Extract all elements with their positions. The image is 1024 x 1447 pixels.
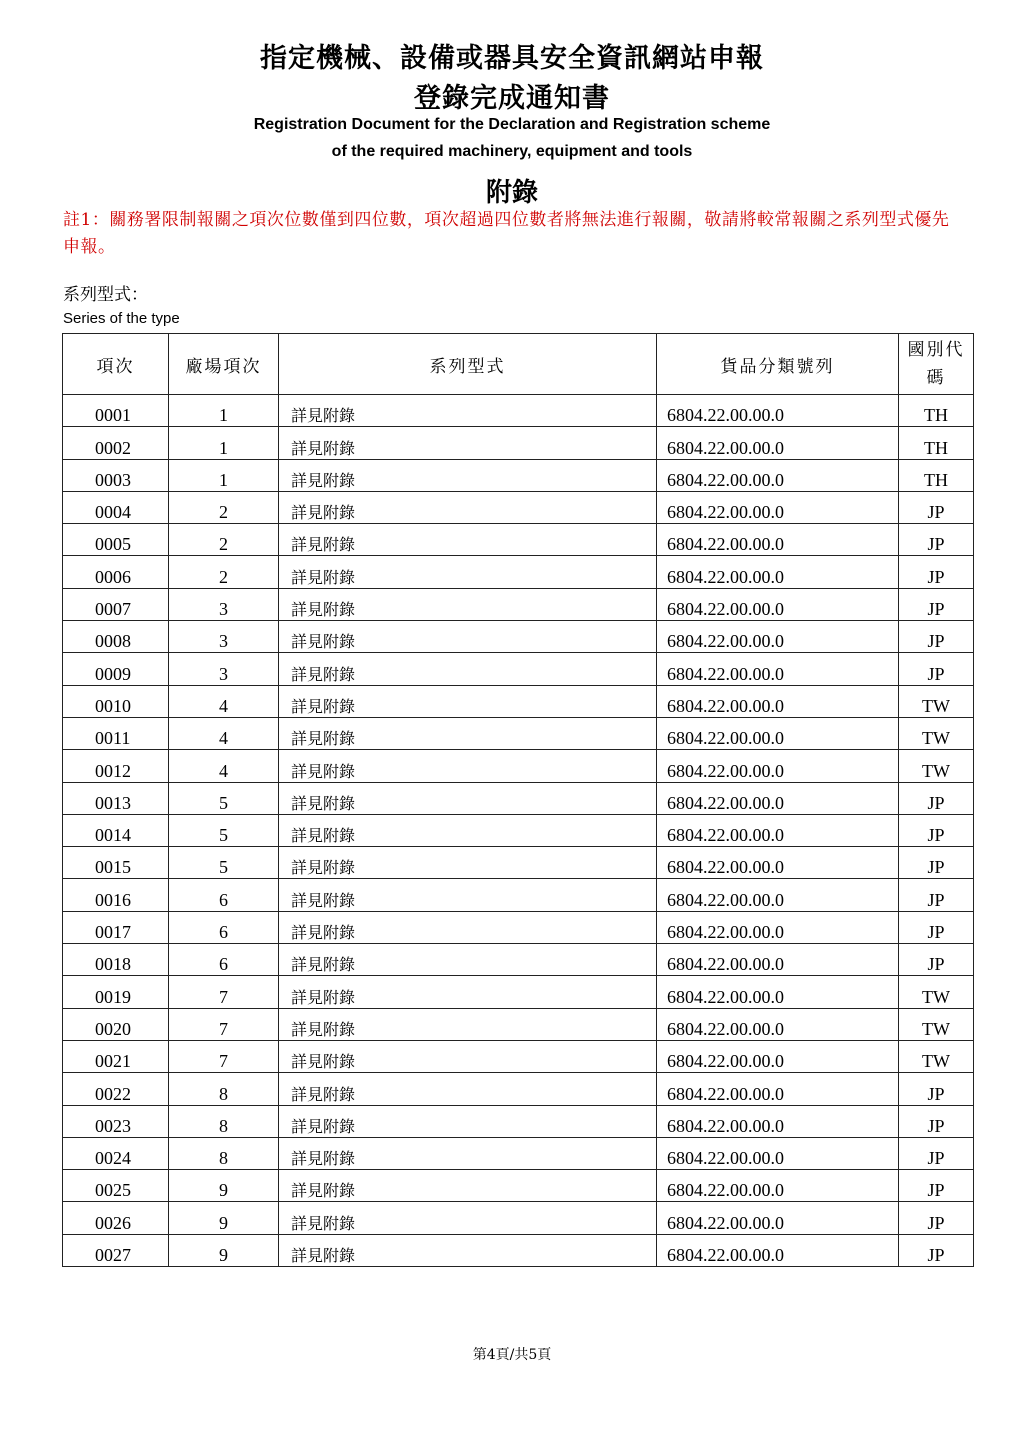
series-type-cell: 詳見附錄 xyxy=(279,1040,657,1072)
factory-item-cell: 5 xyxy=(169,782,279,814)
country-code-cell: JP xyxy=(899,1202,974,1234)
table-row xyxy=(63,750,974,782)
factory-item-cell: 6 xyxy=(169,911,279,943)
table-row xyxy=(63,944,974,976)
series-type-cell: 詳見附錄 xyxy=(279,879,657,911)
factory-item-cell: 7 xyxy=(169,1040,279,1072)
factory-item-cell: 5 xyxy=(169,814,279,846)
country-code-cell: TW xyxy=(899,976,974,1008)
country-code-cell: TW xyxy=(899,1040,974,1072)
tariff-code-cell: 6804.22.00.00.0 xyxy=(657,1073,899,1105)
factory-item-cell: 2 xyxy=(169,556,279,588)
factory-item-cell: 6 xyxy=(169,944,279,976)
factory-item-cell: 8 xyxy=(169,1105,279,1137)
factory-item-cell: 4 xyxy=(169,685,279,717)
factory-item-cell: 5 xyxy=(169,847,279,879)
item-no-cell: 0026 xyxy=(63,1202,169,1234)
series-type-cell: 詳見附錄 xyxy=(279,1137,657,1169)
country-code-cell: TW xyxy=(899,717,974,749)
table-row xyxy=(63,847,974,879)
factory-item-cell: 9 xyxy=(169,1234,279,1266)
factory-item-cell: 2 xyxy=(169,524,279,556)
tariff-code-cell: 6804.22.00.00.0 xyxy=(657,814,899,846)
table-header-row xyxy=(63,334,974,395)
series-type-cell: 詳見附錄 xyxy=(279,1202,657,1234)
tariff-code-cell: 6804.22.00.00.0 xyxy=(657,782,899,814)
table-row xyxy=(63,814,974,846)
country-code-cell: JP xyxy=(899,653,974,685)
item-no-cell: 0024 xyxy=(63,1137,169,1169)
item-no-cell: 0018 xyxy=(63,944,169,976)
table-row xyxy=(63,976,974,1008)
table-row xyxy=(63,1170,974,1202)
series-type-cell: 詳見附錄 xyxy=(279,395,657,427)
tariff-code-cell: 6804.22.00.00.0 xyxy=(657,621,899,653)
factory-item-cell: 2 xyxy=(169,491,279,523)
series-type-cell: 詳見附錄 xyxy=(279,944,657,976)
factory-item-cell: 1 xyxy=(169,459,279,491)
item-no-cell: 0015 xyxy=(63,847,169,879)
country-code-cell: JP xyxy=(899,1234,974,1266)
item-no-cell: 0025 xyxy=(63,1170,169,1202)
tariff-code-cell: 6804.22.00.00.0 xyxy=(657,1137,899,1169)
item-no-cell: 0009 xyxy=(63,653,169,685)
series-type-cell: 詳見附錄 xyxy=(279,588,657,620)
table-row xyxy=(63,395,974,427)
item-no-cell: 0001 xyxy=(63,395,169,427)
item-no-cell: 0010 xyxy=(63,685,169,717)
item-no-cell: 0003 xyxy=(63,459,169,491)
document-subtitle: 登錄完成通知書 xyxy=(414,83,610,114)
country-code-cell: TW xyxy=(899,1008,974,1040)
header-country-code: 國別代碼 xyxy=(899,334,974,395)
country-code-cell: JP xyxy=(899,556,974,588)
tariff-code-cell: 6804.22.00.00.0 xyxy=(657,1105,899,1137)
tariff-code-cell: 6804.22.00.00.0 xyxy=(657,1234,899,1266)
series-type-cell: 詳見附錄 xyxy=(279,1234,657,1266)
country-code-cell: TH xyxy=(899,427,974,459)
country-code-cell: TH xyxy=(899,459,974,491)
factory-item-cell: 9 xyxy=(169,1202,279,1234)
item-no-cell: 0006 xyxy=(63,556,169,588)
table-row xyxy=(63,1234,974,1266)
tariff-code-cell: 6804.22.00.00.0 xyxy=(657,879,899,911)
table-row xyxy=(63,1008,974,1040)
appendix-heading: 附錄 xyxy=(485,178,538,208)
series-type-cell: 詳見附錄 xyxy=(279,1105,657,1137)
item-no-cell: 0020 xyxy=(63,1008,169,1040)
factory-item-cell: 1 xyxy=(169,395,279,427)
factory-item-cell: 3 xyxy=(169,653,279,685)
country-code-cell: JP xyxy=(899,911,974,943)
tariff-code-cell: 6804.22.00.00.0 xyxy=(657,1202,899,1234)
series-label-english: Series of the type xyxy=(63,310,180,327)
series-type-cell: 詳見附錄 xyxy=(279,621,657,653)
country-code-cell: TW xyxy=(899,750,974,782)
table-row xyxy=(63,1105,974,1137)
table-row xyxy=(63,427,974,459)
table-row xyxy=(63,1040,974,1072)
header-tariff-code: 貨品分類號列 xyxy=(657,334,899,395)
series-label: 系列型式： xyxy=(63,285,148,305)
table-row xyxy=(63,685,974,717)
tariff-code-cell: 6804.22.00.00.0 xyxy=(657,1040,899,1072)
series-type-cell: 詳見附錄 xyxy=(279,685,657,717)
tariff-code-cell: 6804.22.00.00.0 xyxy=(657,459,899,491)
tariff-code-cell: 6804.22.00.00.0 xyxy=(657,750,899,782)
table-row xyxy=(63,782,974,814)
item-no-cell: 0027 xyxy=(63,1234,169,1266)
item-no-cell: 0005 xyxy=(63,524,169,556)
header-series-type: 系列型式 xyxy=(279,334,657,395)
series-type-cell: 詳見附錄 xyxy=(279,782,657,814)
tariff-code-cell: 6804.22.00.00.0 xyxy=(657,491,899,523)
tariff-code-cell: 6804.22.00.00.0 xyxy=(657,1170,899,1202)
table-row xyxy=(63,717,974,749)
series-type-cell: 詳見附錄 xyxy=(279,847,657,879)
table-row xyxy=(63,653,974,685)
item-no-cell: 0022 xyxy=(63,1073,169,1105)
table-row xyxy=(63,459,974,491)
country-code-cell: JP xyxy=(899,944,974,976)
series-type-cell: 詳見附錄 xyxy=(279,1008,657,1040)
series-table xyxy=(62,333,974,1267)
table-row xyxy=(63,491,974,523)
table-row xyxy=(63,1202,974,1234)
series-type-cell: 詳見附錄 xyxy=(279,750,657,782)
tariff-code-cell: 6804.22.00.00.0 xyxy=(657,556,899,588)
item-no-cell: 0013 xyxy=(63,782,169,814)
country-code-cell: TH xyxy=(899,395,974,427)
series-type-cell: 詳見附錄 xyxy=(279,556,657,588)
table-row xyxy=(63,911,974,943)
customs-note: 註1：關務署限制報關之項次位數僅到四位數，項次超過四位數者將無法進行報關，敬請將較常報關之系列型式優先申報。 xyxy=(63,210,950,257)
header-factory-item: 廠場項次 xyxy=(169,334,279,395)
country-code-cell: JP xyxy=(899,621,974,653)
item-no-cell: 0023 xyxy=(63,1105,169,1137)
series-type-cell: 詳見附錄 xyxy=(279,976,657,1008)
item-no-cell: 0014 xyxy=(63,814,169,846)
item-no-cell: 0007 xyxy=(63,588,169,620)
country-code-cell: JP xyxy=(899,879,974,911)
tariff-code-cell: 6804.22.00.00.0 xyxy=(657,588,899,620)
country-code-cell: JP xyxy=(899,1137,974,1169)
item-no-cell: 0008 xyxy=(63,621,169,653)
tariff-code-cell: 6804.22.00.00.0 xyxy=(657,911,899,943)
table-row xyxy=(63,1137,974,1169)
factory-item-cell: 7 xyxy=(169,1008,279,1040)
country-code-cell: JP xyxy=(899,588,974,620)
english-title-line-2: of the required machinery, equipment and tools xyxy=(331,143,693,160)
tariff-code-cell: 6804.22.00.00.0 xyxy=(657,944,899,976)
tariff-code-cell: 6804.22.00.00.0 xyxy=(657,685,899,717)
tariff-code-cell: 6804.22.00.00.0 xyxy=(657,717,899,749)
series-type-cell: 詳見附錄 xyxy=(279,524,657,556)
factory-item-cell: 7 xyxy=(169,976,279,1008)
factory-item-cell: 4 xyxy=(169,717,279,749)
country-code-cell: JP xyxy=(899,847,974,879)
factory-item-cell: 1 xyxy=(169,427,279,459)
table-row xyxy=(63,556,974,588)
series-type-cell: 詳見附錄 xyxy=(279,1170,657,1202)
table-row xyxy=(63,524,974,556)
tariff-code-cell: 6804.22.00.00.0 xyxy=(657,427,899,459)
country-code-cell: JP xyxy=(899,1170,974,1202)
table-row xyxy=(63,621,974,653)
factory-item-cell: 3 xyxy=(169,621,279,653)
item-no-cell: 0017 xyxy=(63,911,169,943)
series-type-cell: 詳見附錄 xyxy=(279,1073,657,1105)
country-code-cell: JP xyxy=(899,524,974,556)
header-item-no: 項次 xyxy=(63,334,169,395)
document-title: 指定機械、設備或器具安全資訊網站申報 xyxy=(260,43,764,74)
item-no-cell: 0012 xyxy=(63,750,169,782)
table-row xyxy=(63,879,974,911)
factory-item-cell: 8 xyxy=(169,1073,279,1105)
factory-item-cell: 9 xyxy=(169,1170,279,1202)
item-no-cell: 0016 xyxy=(63,879,169,911)
factory-item-cell: 4 xyxy=(169,750,279,782)
factory-item-cell: 8 xyxy=(169,1137,279,1169)
table-row xyxy=(63,588,974,620)
tariff-code-cell: 6804.22.00.00.0 xyxy=(657,653,899,685)
country-code-cell: JP xyxy=(899,782,974,814)
factory-item-cell: 3 xyxy=(169,588,279,620)
page-number: 第4頁/共5頁 xyxy=(472,1347,552,1363)
country-code-cell: JP xyxy=(899,491,974,523)
series-type-cell: 詳見附錄 xyxy=(279,459,657,491)
item-no-cell: 0002 xyxy=(63,427,169,459)
item-no-cell: 0021 xyxy=(63,1040,169,1072)
english-title-line-1: Registration Document for the Declaration and Registration scheme xyxy=(253,116,771,133)
series-type-cell: 詳見附錄 xyxy=(279,814,657,846)
country-code-cell: TW xyxy=(899,685,974,717)
series-type-cell: 詳見附錄 xyxy=(279,717,657,749)
series-type-cell: 詳見附錄 xyxy=(279,911,657,943)
factory-item-cell: 6 xyxy=(169,879,279,911)
tariff-code-cell: 6804.22.00.00.0 xyxy=(657,1008,899,1040)
table-row xyxy=(63,1073,974,1105)
series-type-cell: 詳見附錄 xyxy=(279,427,657,459)
series-type-cell: 詳見附錄 xyxy=(279,653,657,685)
item-no-cell: 0019 xyxy=(63,976,169,1008)
country-code-cell: JP xyxy=(899,1073,974,1105)
country-code-cell: JP xyxy=(899,1105,974,1137)
tariff-code-cell: 6804.22.00.00.0 xyxy=(657,847,899,879)
item-no-cell: 0004 xyxy=(63,491,169,523)
tariff-code-cell: 6804.22.00.00.0 xyxy=(657,395,899,427)
series-type-cell: 詳見附錄 xyxy=(279,491,657,523)
table-body xyxy=(63,395,974,1267)
item-no-cell: 0011 xyxy=(63,717,169,749)
tariff-code-cell: 6804.22.00.00.0 xyxy=(657,976,899,1008)
country-code-cell: JP xyxy=(899,814,974,846)
tariff-code-cell: 6804.22.00.00.0 xyxy=(657,524,899,556)
